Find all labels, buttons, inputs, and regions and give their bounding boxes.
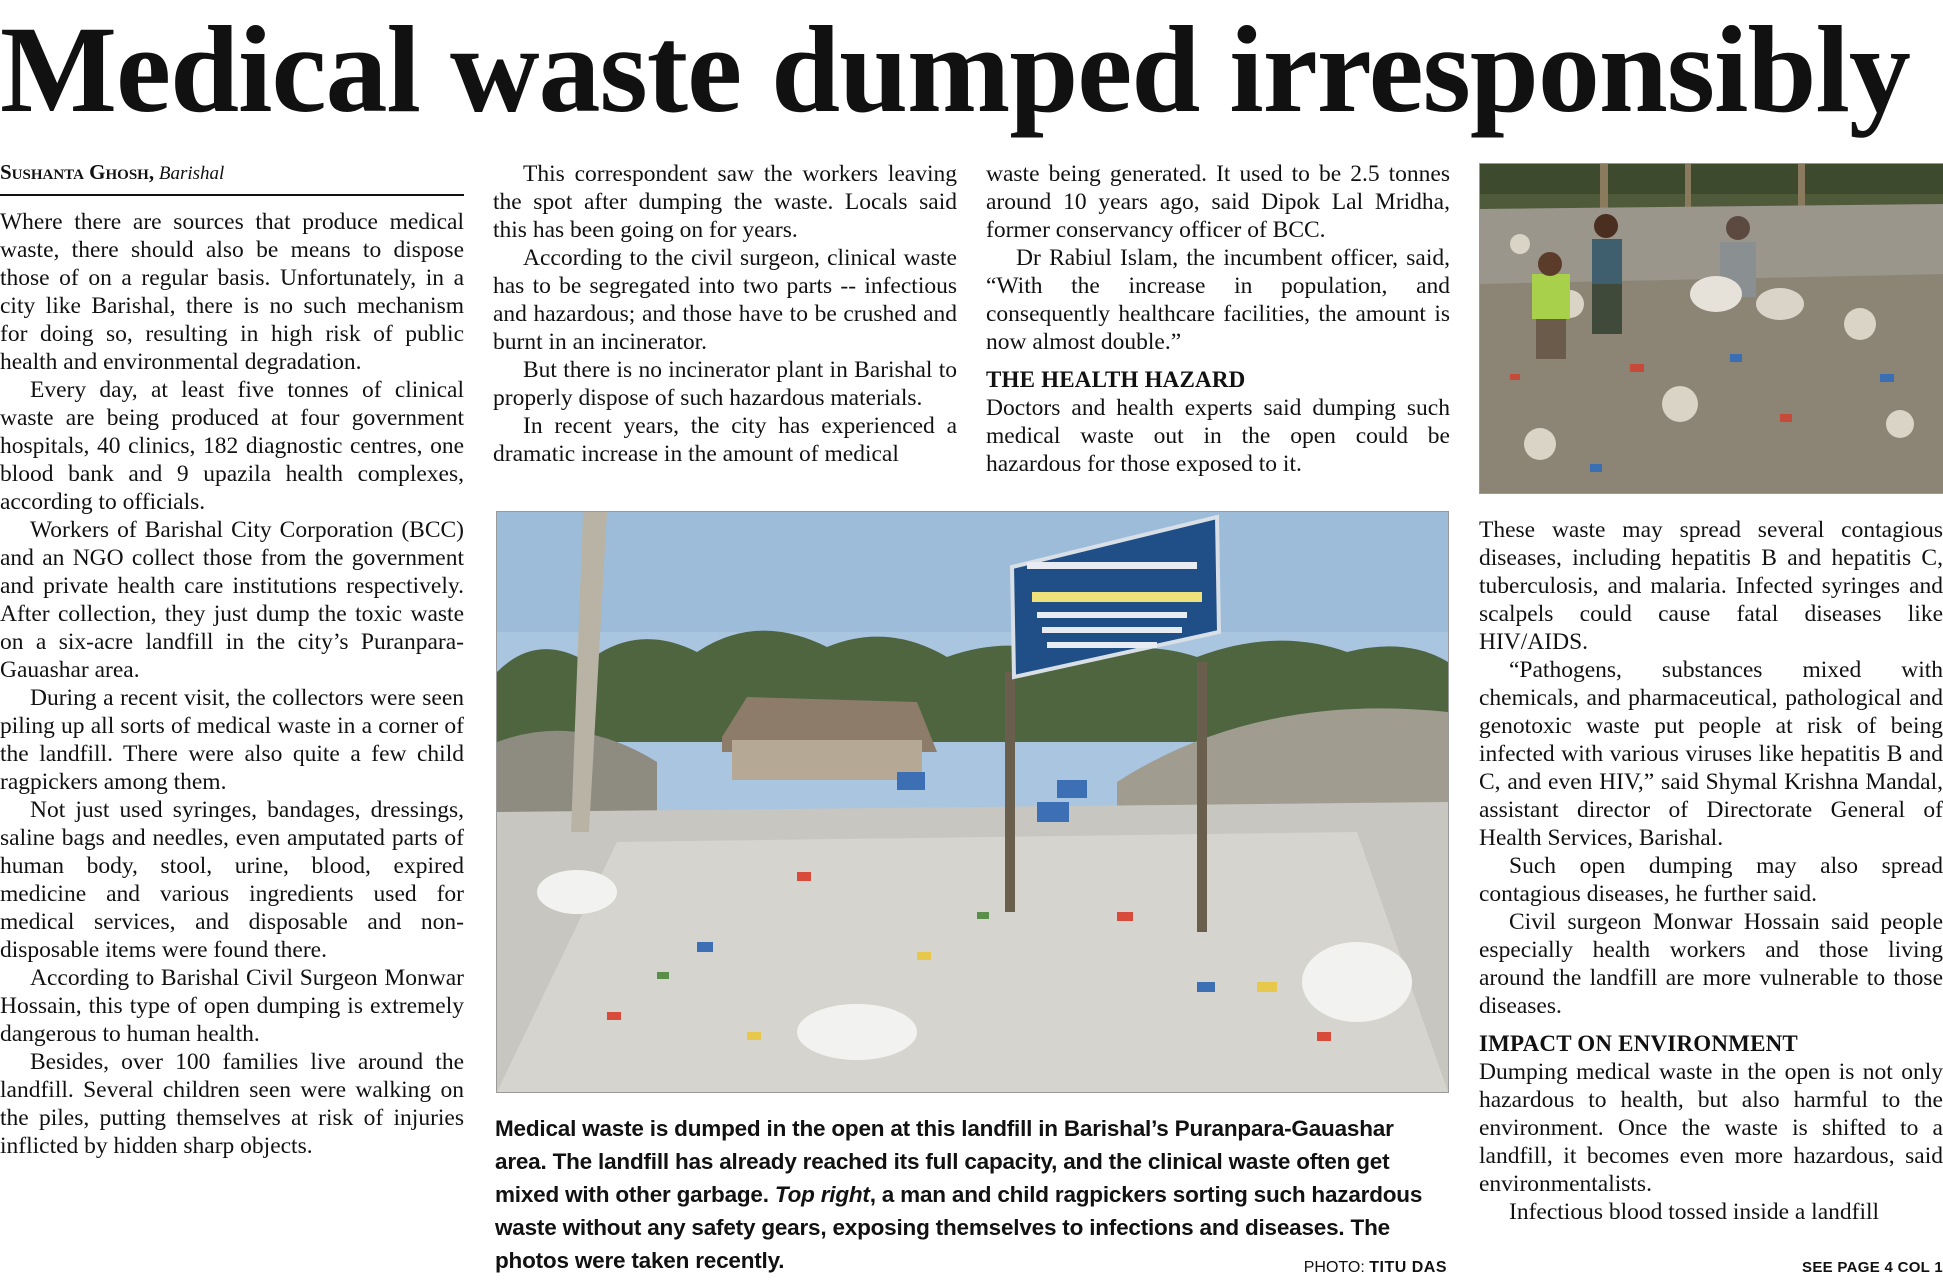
paragraph: Workers of Barishal City Corporation (BCC) and an NGO collect those from the government and private health care institutions respectively. After collection, they just dump the toxic waste on a six-acre landfill in the city’s Puranpara-Gauashar area. xyxy=(0,517,464,683)
article-column-2 xyxy=(493,160,957,468)
caption-text: , a man and child ragpickers sorting such hazardous waste without any safety gears, exposing themselves to infections and diseases. The photos were taken recently. xyxy=(495,1182,1423,1273)
paragraph: Not just used syringes, bandages, dressings, saline bags and needles, even amputated parts of human body, stool, urine, blood, expired medicine and various ingredients used for medical services, and disposable and non-disposable items were found there. xyxy=(0,797,464,963)
paragraph: In recent years, the city has experienced a dramatic increase in the amount of medical xyxy=(493,413,957,467)
article-column-4 xyxy=(1479,516,1943,1226)
photo-landfill xyxy=(496,511,1449,1093)
paragraph: According to the civil surgeon, clinical waste has to be segregated into two parts -- infectious and hazardous; and those have to be crushed and burnt in an incinerator. xyxy=(493,245,957,355)
photo-caption xyxy=(495,1112,1445,1277)
paragraph: Dumping medical waste in the open is not only hazardous to health, but also harmful to the environment. Once the waste is shifted to a landfill, it becomes even more hazardous, said environmentalists. xyxy=(1479,1059,1943,1197)
continuation-jump[interactable]: SEE PAGE 4 COL 1 xyxy=(1802,1259,1943,1276)
paragraph: This correspondent saw the workers leaving the spot after dumping the waste. Locals said this has been going on for years. xyxy=(493,161,957,243)
caption-text: Medical waste is dumped in the open at this landfill in Barishal’s Puranpara-Gauashar area. The landfill has already reached its full capacity, and the clinical waste often get mixed with other garbage. xyxy=(495,1116,1394,1207)
byline xyxy=(0,160,464,196)
paragraph: waste being generated. It used to be 2.5 tonnes around 10 years ago, said Dipok Lal Mridha, former conservancy officer of BCC. xyxy=(986,161,1450,243)
headline: Medical waste dumped irresponsibly xyxy=(0,1,1910,138)
paragraph: Doctors and health experts said dumping such medical waste out in the open could be hazardous for those exposed to it. xyxy=(986,395,1450,477)
caption-emphasis: Top right xyxy=(774,1182,870,1207)
paragraph: Infectious blood tossed inside a landfill xyxy=(1509,1199,1880,1225)
paragraph: Such open dumping may also spread contagious diseases, he further said. xyxy=(1479,853,1943,907)
paragraph: According to Barishal Civil Surgeon Monwar Hossain, this type of open dumping is extremely dangerous to human health. xyxy=(0,965,464,1047)
photo-credit-name: TITU DAS xyxy=(1369,1259,1447,1276)
article-column-1 xyxy=(0,160,464,1160)
article-column-3 xyxy=(986,160,1450,478)
paragraph: Dr Rabiul Islam, the incumbent officer, said, “With the increase in population, and consequently healthcare facilities, the amount is now almost double.” xyxy=(986,245,1450,355)
paragraph: But there is no incinerator plant in Barishal to properly dispose of such hazardous materials. xyxy=(493,357,957,411)
ragpickers-image xyxy=(1480,164,1943,493)
paragraph: Every day, at least five tonnes of clinical waste are being produced at four government hospitals, 40 clinics, 182 diagnostic centres, one blood bank and 9 upazila health complexes, according to officials. xyxy=(0,377,464,515)
photo-credit xyxy=(1250,1258,1447,1278)
paragraph: “Pathogens, substances mixed with chemicals, and pharmaceutical, pathological and genotoxic waste put people at risk of being infected with various viruses like hepatitis B and C, and even HIV,” said Shymal Krishna Mandal, assistant director of Directorate General of Health Services, Barishal. xyxy=(1479,657,1943,851)
byline-author: Sushanta Ghosh, xyxy=(0,160,155,184)
landfill-image xyxy=(497,512,1448,1092)
paragraph: Besides, over 100 families live around the landfill. Several children seen were walking on the piles, putting themselves at risk of injuries inflicted by hidden sharp objects. xyxy=(0,1049,464,1159)
paragraph: During a recent visit, the collectors were seen piling up all sorts of medical waste in a corner of the landfill. There were also quite a few child ragpickers among them. xyxy=(0,685,464,795)
paragraph: Where there are sources that produce medical waste, there should also be means to dispose those of on a regular basis. Unfortunately, in a city like Barishal, there is no such mechanism for doing so, resulting in high risk of public health and environmental degradation. xyxy=(0,209,464,375)
subheading-health-hazard: THE HEALTH HAZARD xyxy=(986,367,1246,392)
photo-credit-label: PHOTO: xyxy=(1303,1259,1370,1276)
subheading-impact-environment: IMPACT ON ENVIRONMENT xyxy=(1479,1031,1798,1056)
paragraph: These waste may spread several contagious diseases, including hepatitis B and hepatitis C, tuberculosis, and malaria. Infected syringes and scalpels could cause fatal diseases like HIV/AIDS. xyxy=(1479,517,1943,655)
byline-location: Barishal xyxy=(158,163,225,184)
photo-ragpickers xyxy=(1479,163,1943,494)
paragraph: Civil surgeon Monwar Hossain said people especially health workers and those living around the landfill are more vulnerable to those diseases. xyxy=(1479,909,1943,1019)
